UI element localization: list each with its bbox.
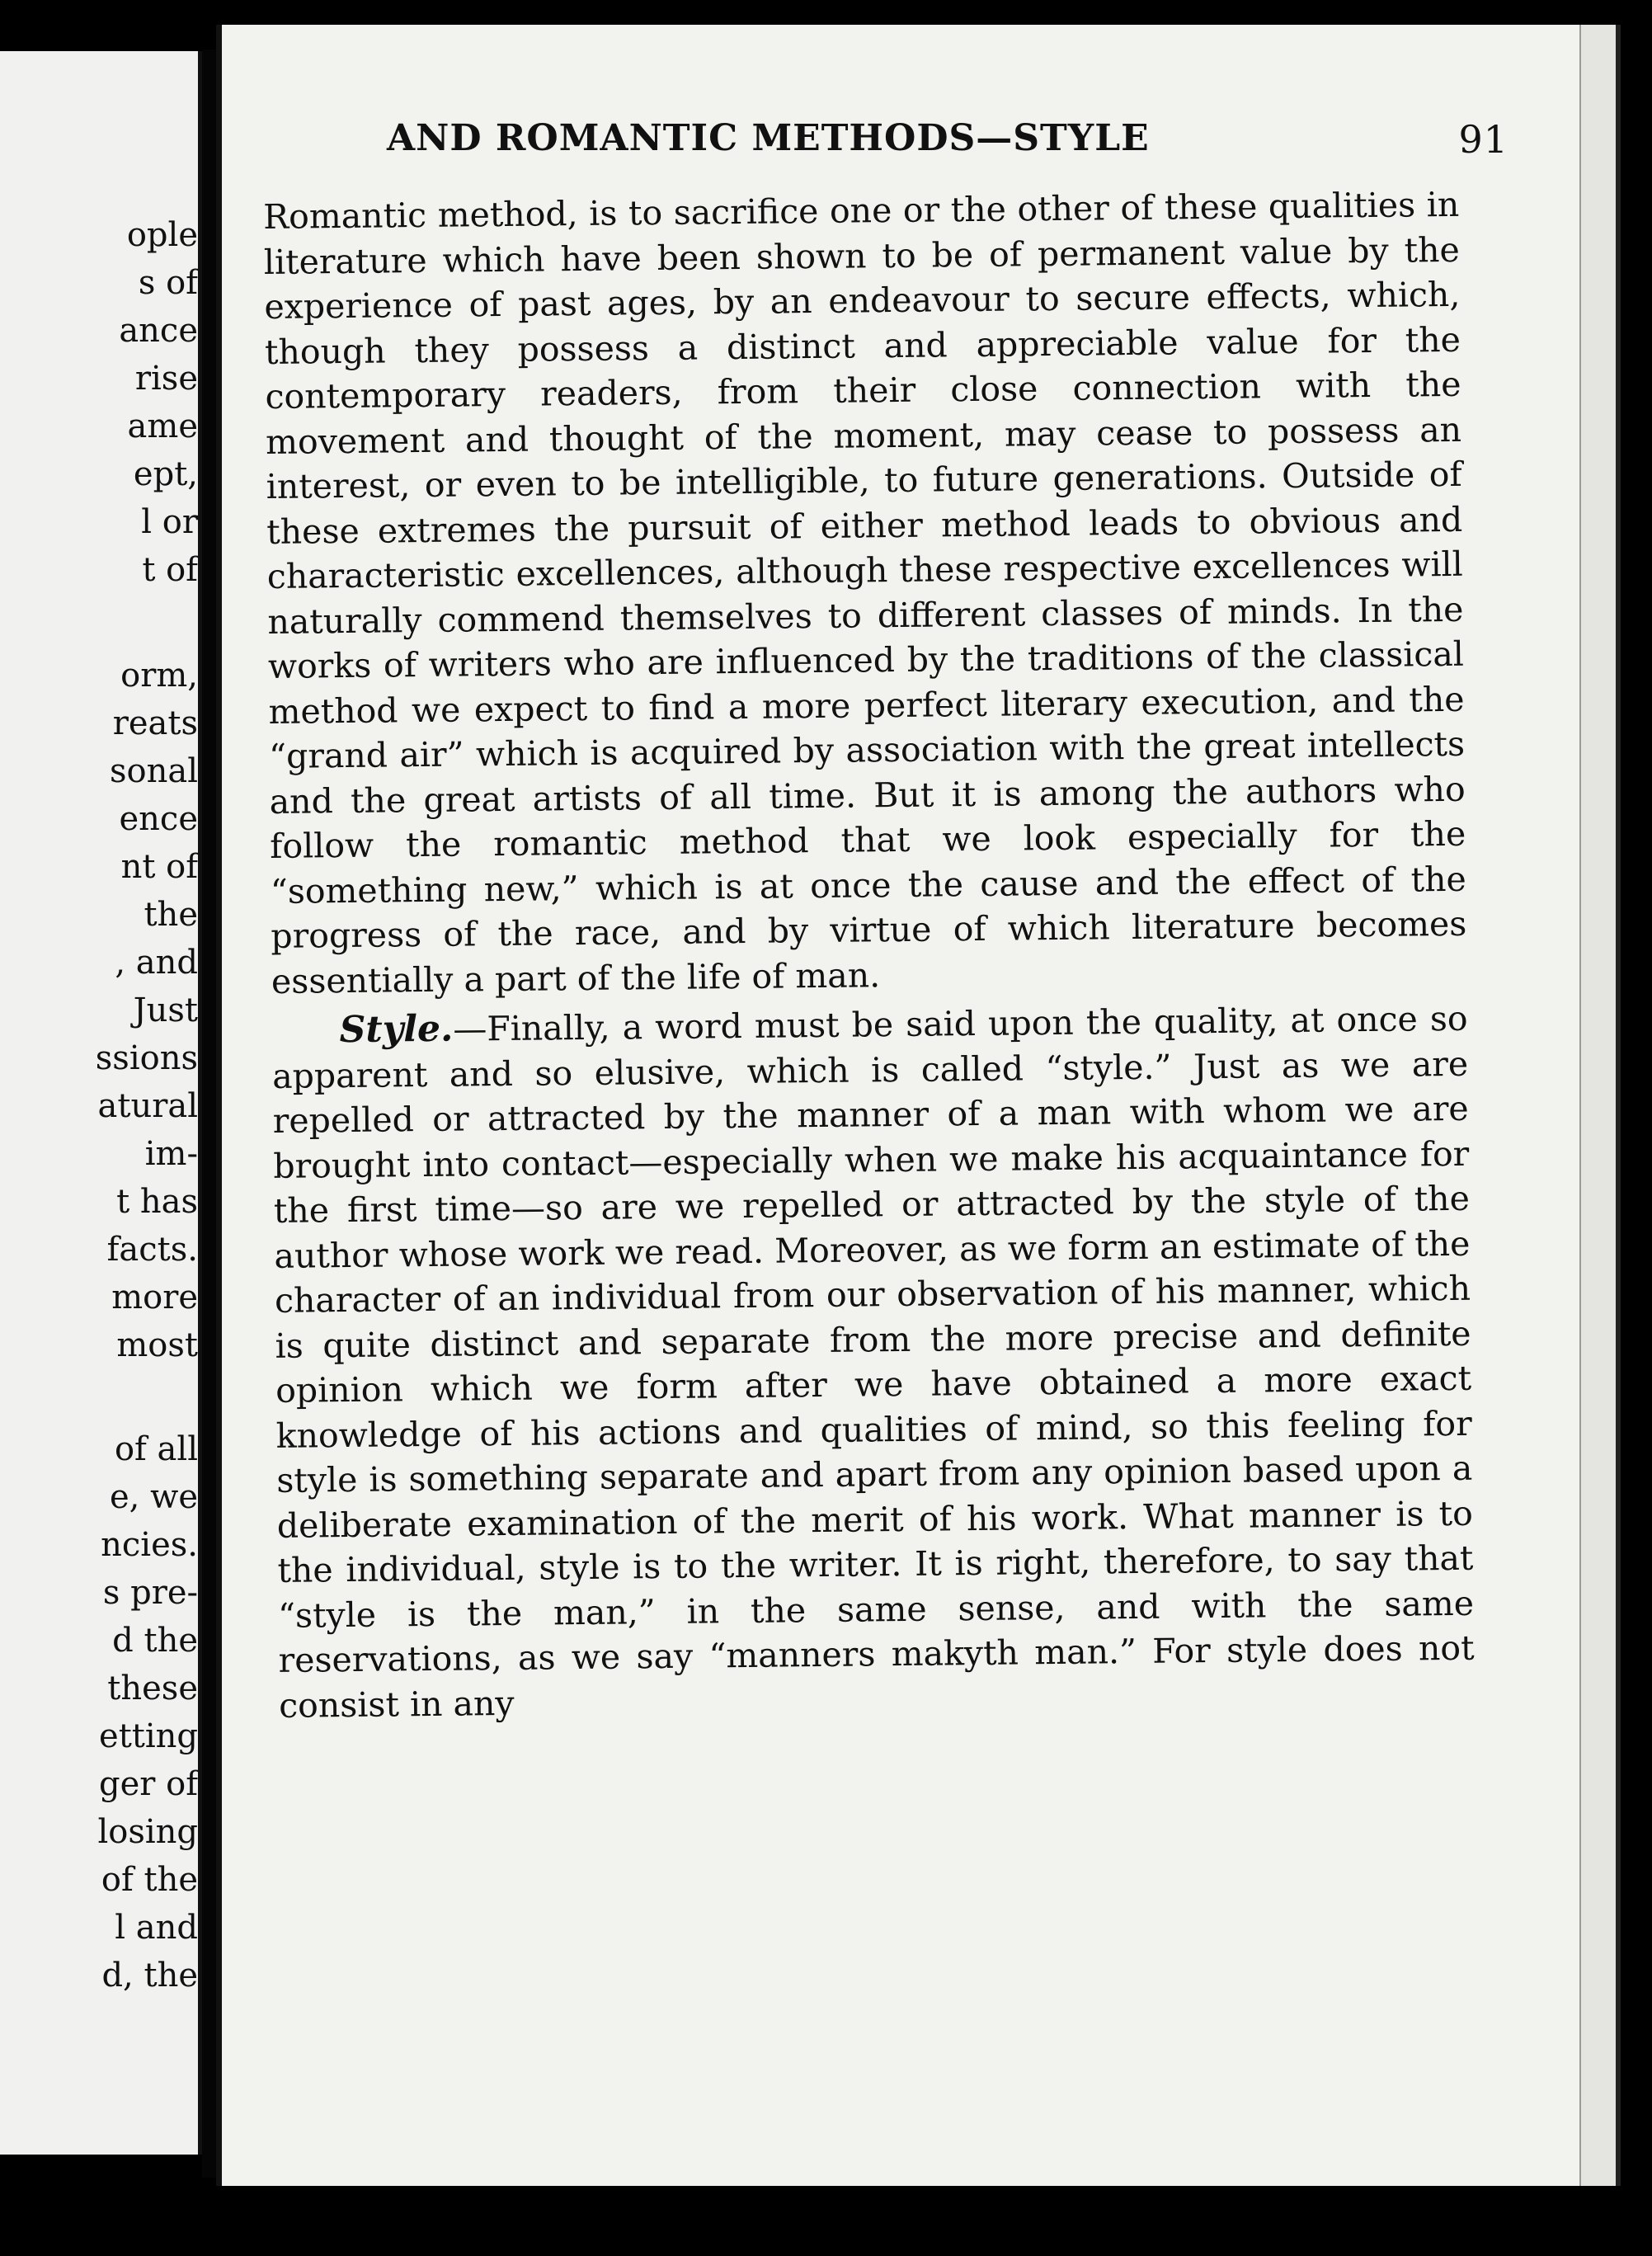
left-page-fragment: of the <box>101 1861 198 1899</box>
left-page-fragment: ame <box>127 407 198 445</box>
section-heading-style: Style. <box>339 1007 454 1052</box>
left-page-fragment: ople <box>126 216 198 254</box>
right-page <box>216 25 1621 2186</box>
left-page-fragment: , and <box>115 944 198 982</box>
left-page-fragment: ssions <box>95 1039 198 1077</box>
left-page-fragment: sonal <box>109 752 198 790</box>
left-page-fragment: reats <box>112 704 198 742</box>
left-page-fragment: s of <box>138 264 198 302</box>
left-page-fragment: ger of <box>99 1765 198 1803</box>
left-page-fragment: l or <box>141 503 198 541</box>
left-page-fragment: most <box>116 1326 198 1364</box>
left-page <box>0 51 202 2155</box>
left-page-fragment: ept, <box>133 455 198 493</box>
left-page-fragment: of all <box>114 1430 198 1468</box>
page-number: 91 <box>1458 117 1508 162</box>
left-page-fragment: atural <box>97 1087 198 1125</box>
page-edge <box>1579 25 1616 2186</box>
left-page-fragment: im- <box>144 1135 198 1173</box>
paragraph-romantic-method: Romantic method, is to sacrifice one or the other of these qualities in literature which have been shown to be of permanent value by the experience of past ages, by an endeavour to secure effects, which, though they possess a distinct and appreciable value for the contemporary readers, from their close connection with the movement and thought of the moment, may cease to possess an interest, or even to be intelligible, to future generations. Outside of these extremes the pursuit of either method leads to obvious and characteristic excellences, although these respective excellences will naturally commend themselves to different classes of minds. In the works of writers who are influenced by the traditions of the classical method we expect to find a more perfect literary execution, and the “grand air” which is acquired by association with the great intellects and the great artists of all time. But it is among the authors who follow the romantic method that we look especially for the “something new,” which is at once the cause and the effect of the progress of the race, and by virtue of which literature becomes essentially a part of the life of man. <box>263 184 1467 1001</box>
left-page-fragment: these <box>107 1670 198 1707</box>
left-page-fragment: rise <box>134 360 198 398</box>
running-head <box>387 117 1508 175</box>
left-page-fragment: nt of <box>120 848 198 886</box>
paragraph-style-text: —Finally, a word must be said upon the quality, at once so apparent and so elusive, which is called “style.” Just as we are repelled or attracted by the manner of a man with whom we are brought into contact—especially when we make his acquaintance for the first time—so are we repelled or attracted by the style of the author whose work we read. Moreover, as we form an estimate of the character of an individual from our observation of his manner, which is quite distinct and separate from the more precise and definite opinion which we form after we have obtained a more exact knowledge of his actions and qualities of mind, so this feeling for style is something separate and apart from any opinion based upon a deliberate examination of the merit of his work. What manner is to the individual, style is to the writer. It is right, therefore, to say that “style is the man,” in the same sense, and with the same reservations, as we say “manners makyth man.” For style does not consist in any <box>271 998 1475 1726</box>
left-page-fragment: more <box>111 1279 198 1316</box>
left-page-fragment: s pre- <box>102 1574 198 1612</box>
left-page-fragment: ance <box>119 312 198 350</box>
body-text <box>263 182 1475 1728</box>
left-page-fragment: the <box>144 896 198 934</box>
left-page-fragment: e, we <box>109 1478 198 1516</box>
left-page-fragment: d the <box>112 1622 198 1660</box>
left-page-fragment: etting <box>99 1717 198 1755</box>
left-page-fragment: ence <box>119 800 198 838</box>
paragraph-style <box>271 996 1475 1728</box>
running-title: AND ROMANTIC METHODS—STYLE <box>387 117 1150 159</box>
left-page-fragment: losing <box>97 1813 198 1851</box>
left-page-fragment: d, the <box>101 1957 198 1995</box>
book-gutter <box>202 49 217 2178</box>
left-page-fragment: t of <box>142 551 198 589</box>
left-page-fragment: t has <box>116 1183 198 1221</box>
left-page-fragment: facts. <box>106 1231 198 1269</box>
left-page-fragment: Just <box>133 991 198 1029</box>
left-page-fragment: ncies. <box>101 1526 198 1564</box>
left-page-fragment: orm, <box>120 657 198 695</box>
left-page-fragment: l and <box>115 1909 198 1947</box>
